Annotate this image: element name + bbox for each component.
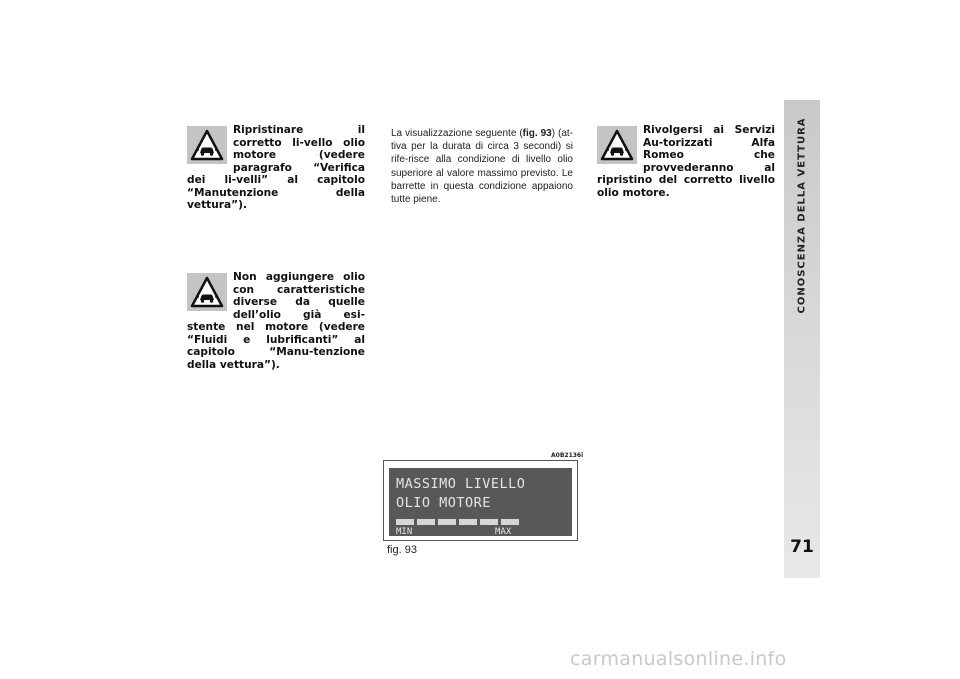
lcd-line-2: OLIO MOTORE xyxy=(396,495,491,511)
oil-level-bars xyxy=(396,519,519,525)
figure-frame xyxy=(383,460,578,541)
footer-watermark: carmanualsonline.info xyxy=(570,648,787,670)
lcd-display xyxy=(389,468,572,536)
figure-reference: fig. 93 xyxy=(522,128,552,139)
level-bar xyxy=(417,519,435,525)
lcd-line-1: MASSIMO LIVELLO xyxy=(396,476,526,492)
chapter-title-container xyxy=(784,116,820,314)
scale-min-label: MIN xyxy=(396,527,413,537)
car-warning-icon xyxy=(187,126,227,164)
level-bar xyxy=(396,519,414,525)
warning-text-3: Rivolgersi ai Servizi Au-torizzati Alfa Romeo che provvederanno al ripristino del corretto livello olio motore. xyxy=(597,124,775,199)
page-number: 71 xyxy=(790,537,814,557)
body-paragraph xyxy=(391,127,573,206)
chapter-title: CONOSCENZA DELLA VETTURA xyxy=(796,116,808,314)
car-warning-icon xyxy=(187,273,227,311)
warning-block-2 xyxy=(187,271,365,371)
scale-max-label: MAX xyxy=(495,527,512,537)
level-bar xyxy=(501,519,519,525)
level-bar xyxy=(459,519,477,525)
figure-caption: fig. 93 xyxy=(387,544,417,556)
level-bar xyxy=(480,519,498,525)
level-bar xyxy=(438,519,456,525)
warning-block-1 xyxy=(187,124,365,212)
car-warning-icon xyxy=(597,126,637,164)
warning-text-2: Non aggiungere olio con caratteristiche diverse da quelle dell’olio già esi-stente nel motore (vedere “Fluidi e lubrificanti” al capitolo “Manu-tenzione della vettura”). xyxy=(187,271,365,371)
body-text-before: La visualizzazione seguente ( xyxy=(391,128,523,139)
warning-text-1: Ripristinare il corretto li-vello olio motore (vedere paragrafo “Verifica dei li-velli” al capitolo “Manutenzione della vettura”). xyxy=(187,124,365,211)
body-text-after: ) (at-tiva per la durata di circa 3 secondi) si rife-risce alla condizione di livello olio superiore al valore massimo previsto. Le barrette in questa condizione appaiono tutte piene. xyxy=(391,128,573,206)
warning-block-3 xyxy=(597,124,775,199)
figure-code: A0B2136i xyxy=(551,452,584,459)
